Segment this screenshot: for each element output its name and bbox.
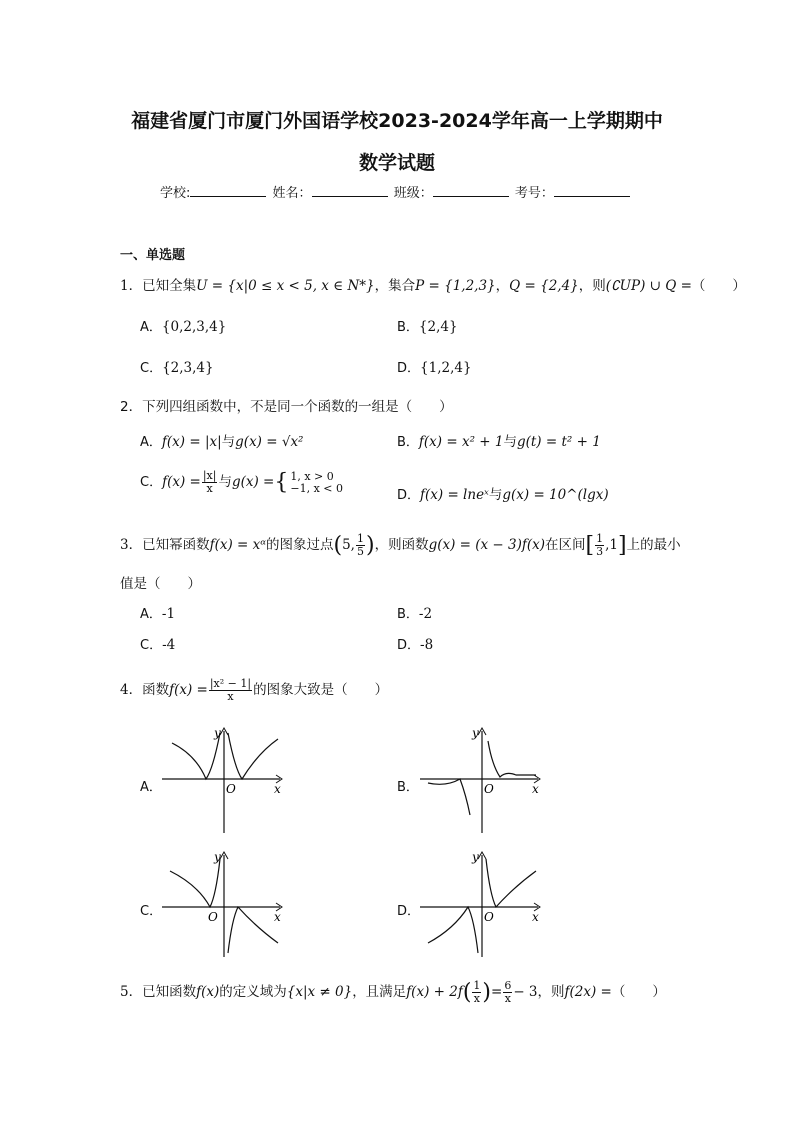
q5-frac-num: 6 [504, 979, 512, 992]
q3-option-a[interactable]: A．-1 [140, 606, 176, 622]
q3-line2: 值是（ ） [120, 576, 201, 592]
q1-option-d[interactable]: D．{1,2,4} [397, 360, 472, 376]
q4-number: 4． [120, 682, 143, 698]
q1-universal-set: U = {x|0 ≤ x < 5, x ∈ N*} [196, 278, 375, 294]
question-2 [120, 395, 453, 415]
q1-option-a[interactable]: A．{0,2,3,4} [140, 319, 227, 335]
q2-c-piecewise [289, 471, 344, 495]
q3-int-den: 3 [596, 545, 604, 558]
q2-c-den: x [206, 482, 213, 495]
q3-text-3: ，则函数 [374, 537, 429, 553]
q5-eq-tail: − 3 [513, 984, 538, 1000]
q4-option-b-label[interactable]: B． [397, 780, 419, 795]
class-label: 班级： [393, 186, 433, 201]
q5-frac-den: x [504, 992, 511, 1005]
graph-c-origin: O [208, 910, 218, 924]
graph-a-x-label: x [274, 782, 281, 796]
q5-inner-den: x [473, 992, 481, 1005]
q2-a-f: f(x) = |x| [161, 434, 222, 450]
q5-text-3: ，且满足 [352, 984, 407, 1000]
q4-text-1: 函数 [142, 682, 170, 698]
q4-frac-num: |x² − 1| [209, 677, 252, 690]
q2-option-d[interactable]: D．f(x) = lneˣ与g(x) = 10^(lgx) [397, 487, 609, 503]
q1-expression: (∁UP) ∪ Q = [605, 278, 692, 294]
q3-point-x: 5, [342, 537, 355, 553]
q3-number: 3． [120, 537, 143, 553]
q2-c-fraction [202, 470, 218, 495]
q2-c-f: f(x) = [162, 474, 201, 490]
q3-int-b: ,1 [605, 537, 619, 553]
q1-option-c-text: {2,3,4} [162, 360, 214, 376]
q4-option-c-label[interactable]: C． [140, 904, 163, 919]
graph-d-y-label: y [472, 850, 479, 864]
graph-b-x-label: x [532, 782, 539, 796]
q2-option-b[interactable]: B．f(x) = x² + 1与g(t) = t² + 1 [397, 434, 601, 450]
q2-option-a[interactable]: A．f(x) = |x|与g(x) = √x² [140, 434, 304, 450]
graph-b-curve-right [488, 741, 536, 777]
q5-ask: f(2x) = [564, 984, 612, 1000]
student-info-line [160, 182, 632, 201]
number-label: 考号： [514, 186, 554, 201]
q5-eq-sign: = [491, 984, 503, 1000]
q2-d-with: 与 [488, 487, 503, 503]
q1-option-a-text: {0,2,3,4} [161, 319, 227, 335]
graph-a-origin: O [226, 782, 236, 796]
q1-set-q: Q = {2,4} [509, 278, 579, 294]
graph-d-x-label: x [532, 910, 539, 924]
q3-option-a-text: -1 [161, 606, 176, 622]
q3-point-den: 5 [356, 545, 364, 558]
q2-c-with: 与 [218, 474, 232, 490]
q5-f: f(x) [196, 984, 220, 1000]
q4-graph-c[interactable] [158, 849, 290, 961]
q3-point-num: 1 [356, 532, 364, 545]
question-1 [120, 274, 746, 294]
q3-text-4: 在区间 [545, 537, 586, 553]
q4-graph-d[interactable] [416, 849, 548, 961]
q2-b-with: 与 [503, 434, 517, 450]
q1-sep: ， [495, 278, 510, 294]
q3-option-b[interactable]: B．-2 [397, 606, 433, 622]
q4-option-a-label[interactable]: A． [140, 780, 162, 795]
q4-function: f(x) = [169, 682, 208, 698]
graph-a-curve-right [228, 733, 278, 779]
q4-text-2: 的图象大致是（ ） [253, 682, 389, 698]
q2-c-piece1: 1, x > 0 [290, 469, 334, 483]
page-subtitle: 数学试题 [358, 152, 435, 174]
q3-g-function: g(x) = (x − 3)f(x) [428, 537, 546, 553]
q5-paren: （ ） [611, 984, 666, 1000]
q5-domain: {x|x ≠ 0} [286, 984, 353, 1000]
q5-inner-num: 1 [473, 979, 481, 992]
q2-c-piece2: −1, x < 0 [290, 481, 343, 495]
q1-paren: （ ） [691, 278, 746, 294]
section-heading: 一、单选题 [120, 248, 186, 263]
q2-d-g: g(x) = 10^(lgx) [502, 487, 609, 503]
q3-option-d-text: -8 [420, 637, 434, 653]
q3-text-2: 的图象过点 [266, 537, 334, 553]
name-label: 姓名： [272, 186, 312, 201]
number-blank[interactable] [554, 184, 630, 197]
q2-option-c[interactable]: C．f(x) = $\frac{|x|}{x}$ 与g(x) ={ 1, x > 0 −1, x < 0 [140, 469, 343, 495]
q4-graph-a[interactable] [158, 725, 290, 837]
q2-a-with: 与 [221, 434, 236, 450]
graph-a-curve-left [172, 733, 220, 779]
graph-c-y-label: y [214, 850, 221, 864]
q5-text-2: 的定义域为 [219, 984, 287, 1000]
graph-c-x-label: x [274, 910, 281, 924]
q5-number: 5． [120, 984, 143, 1000]
q1-option-b-text: {2,4} [418, 319, 458, 335]
q4-frac-den: x [227, 690, 234, 703]
question-4 [120, 678, 388, 703]
q3-option-d[interactable]: D．-8 [397, 637, 434, 653]
q4-option-d-label[interactable]: D． [397, 904, 421, 919]
q2-b-f: f(x) = x² + 1 [418, 434, 504, 450]
q2-c-num: |x| [202, 469, 217, 482]
q2-a-g: g(x) = √x² [235, 434, 304, 450]
graph-d-curve-right [486, 859, 536, 907]
q2-b-g: g(t) = t² + 1 [516, 434, 601, 450]
q3-option-b-text: -2 [418, 606, 433, 622]
graph-b-y-label: y [472, 726, 479, 740]
q1-set-p: P = {1,2,3} [415, 278, 496, 294]
graph-d-origin: O [484, 910, 494, 924]
q2-d-f: f(x) = lneˣ [420, 487, 489, 503]
question-3: 3．已知幂函数f(x) = xᵅ的图象过点(5, $\frac{1}{5}$ )，则函数g(x) = (x − 3)f(x)在区间[ $\frac{1}{3}$ ,1]上的最小 [120, 532, 681, 558]
graph-b-origin: O [484, 782, 494, 796]
q2-number: 2． [120, 399, 143, 415]
q1-number: 1． [120, 278, 143, 294]
q2-c-g: g(x) = [231, 474, 275, 490]
q1-option-b[interactable]: B．{2,4} [397, 319, 458, 335]
q3-interval-frac [595, 533, 604, 558]
q2-text: 下列四组函数中，不是同一个函数的一组是（ ） [142, 399, 453, 415]
q3-int-num: 1 [596, 532, 604, 545]
graph-c-curve-left [170, 859, 220, 907]
q1-option-c[interactable]: C．{2,3,4} [140, 360, 214, 376]
q5-eq-inner-frac [472, 980, 481, 1005]
class-blank[interactable] [433, 184, 509, 197]
q4-graph-b[interactable] [416, 725, 548, 837]
school-label: 学校: [160, 186, 191, 201]
q3-point-frac [356, 533, 365, 558]
q5-eq-left: f(x) + 2f [406, 984, 463, 1000]
q1-option-d-text: {1,2,4} [420, 360, 472, 376]
name-blank[interactable] [312, 184, 388, 197]
q3-text-5: 上的最小 [626, 537, 681, 553]
school-blank[interactable] [190, 184, 266, 197]
q5-text-4: ，则 [537, 984, 565, 1000]
q1-text-pre: 已知全集 [142, 278, 197, 294]
graph-d-curve-left [428, 907, 478, 953]
q5-text-1: 已知函数 [142, 984, 197, 1000]
q1-text-mid1: ，集合 [374, 278, 416, 294]
page-title: 福建省厦门市厦门外国语学校2023-2024学年高一上学期期中 [131, 110, 663, 132]
q3-option-c-text: -4 [162, 637, 176, 653]
q3-text-1: 已知幂函数 [142, 537, 210, 553]
q5-eq-frac [503, 980, 512, 1005]
graph-b-curve-left [428, 779, 470, 815]
graph-c-curve-right [228, 907, 278, 953]
q3-power-function: f(x) = xᵅ [209, 537, 266, 553]
question-5: 5．已知函数f(x)的定义域为{x|x ≠ 0}，且满足f(x) + 2f( $\frac{1}{x}$ )= $\frac{6}{x}$ − 3，则f(2x) =（ ） [120, 979, 666, 1005]
q1-text-mid2: ，则 [578, 278, 606, 294]
graph-a-y-label: y [214, 726, 221, 740]
q3-option-c[interactable]: C．-4 [140, 637, 176, 653]
q4-fraction [209, 678, 252, 703]
